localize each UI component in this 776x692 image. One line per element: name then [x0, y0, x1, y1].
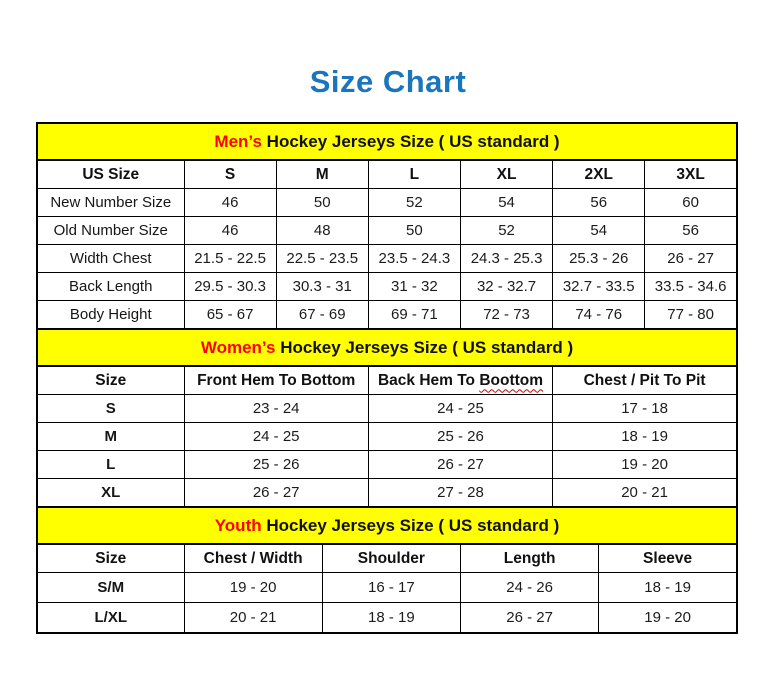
row-label: Body Height — [37, 301, 184, 330]
spellcheck-squiggle-word: Boottom — [479, 371, 544, 389]
size-value: 33.5 - 34.6 — [645, 273, 737, 301]
table-row — [37, 603, 737, 633]
size-value: 52 — [460, 217, 552, 245]
size-value: 24 - 26 — [461, 573, 599, 603]
table-row — [37, 273, 737, 301]
table-row — [37, 479, 737, 508]
size-value: 22.5 - 23.5 — [276, 245, 368, 273]
size-value: 20 - 21 — [184, 603, 322, 633]
row-label: Back Length — [37, 273, 184, 301]
size-value: 17 - 18 — [553, 395, 737, 423]
size-value: 46 — [184, 217, 276, 245]
size-value: 50 — [276, 189, 368, 217]
youth-header-row — [37, 544, 737, 573]
size-value: 19 - 20 — [599, 603, 737, 633]
size-value: 30.3 - 31 — [276, 273, 368, 301]
womens-section-title-highlight: Women’s — [200, 337, 276, 357]
table-row — [37, 395, 737, 423]
column-header: Shoulder — [322, 544, 460, 573]
row-label: S/M — [37, 573, 184, 603]
size-value: 27 - 28 — [368, 479, 552, 508]
youth-section-title — [37, 507, 737, 544]
column-header: Length — [461, 544, 599, 573]
size-value: 74 - 76 — [553, 301, 645, 330]
row-label: L — [37, 451, 184, 479]
column-header: S — [184, 160, 276, 189]
size-value: 77 - 80 — [645, 301, 737, 330]
size-value: 24 - 25 — [184, 423, 368, 451]
size-value: 54 — [553, 217, 645, 245]
size-value: 56 — [553, 189, 645, 217]
column-header: US Size — [37, 160, 184, 189]
size-value: 29.5 - 30.3 — [184, 273, 276, 301]
mens-section-band — [37, 123, 737, 160]
size-value: 18 - 19 — [599, 573, 737, 603]
mens-size-table — [36, 122, 738, 330]
column-header: Size — [37, 366, 184, 395]
page-title: Size Chart — [309, 64, 467, 99]
column-header-misspelled — [368, 366, 552, 395]
column-header: 3XL — [645, 160, 737, 189]
size-value: 26 - 27 — [184, 479, 368, 508]
size-value: 52 — [368, 189, 460, 217]
size-value: 16 - 17 — [322, 573, 460, 603]
row-label: Width Chest — [37, 245, 184, 273]
size-value: 21.5 - 22.5 — [184, 245, 276, 273]
column-header: L — [368, 160, 460, 189]
table-row — [37, 573, 737, 603]
mens-header-row — [37, 160, 737, 189]
column-header: Size — [37, 544, 184, 573]
size-value: 25 - 26 — [184, 451, 368, 479]
size-value: 19 - 20 — [184, 573, 322, 603]
size-value: 48 — [276, 217, 368, 245]
youth-section-band — [37, 507, 737, 544]
column-header-text: Back Hem To — [377, 371, 480, 389]
size-value: 25.3 - 26 — [553, 245, 645, 273]
size-value: 65 - 67 — [184, 301, 276, 330]
size-value: 72 - 73 — [460, 301, 552, 330]
size-value: 23 - 24 — [184, 395, 368, 423]
row-label: Old Number Size — [37, 217, 184, 245]
size-value: 60 — [645, 189, 737, 217]
size-value: 23.5 - 24.3 — [368, 245, 460, 273]
size-value: 26 - 27 — [368, 451, 552, 479]
size-value: 31 - 32 — [368, 273, 460, 301]
youth-section-title-rest: Hockey Jerseys Size ( US standard ) — [261, 515, 560, 535]
column-header: Chest / Width — [184, 544, 322, 573]
mens-section-title — [37, 123, 737, 160]
column-header: Chest / Pit To Pit — [553, 366, 737, 395]
womens-header-row — [37, 366, 737, 395]
womens-section-title — [37, 329, 737, 366]
row-label: S — [37, 395, 184, 423]
row-label: New Number Size — [37, 189, 184, 217]
column-header: M — [276, 160, 368, 189]
size-value: 56 — [645, 217, 737, 245]
youth-section-title-highlight: Youth — [214, 515, 262, 535]
size-value: 50 — [368, 217, 460, 245]
table-row — [37, 301, 737, 330]
row-label: M — [37, 423, 184, 451]
size-value: 67 - 69 — [276, 301, 368, 330]
table-row — [37, 189, 737, 217]
womens-size-table — [36, 328, 738, 508]
youth-size-table — [36, 506, 738, 634]
size-value: 26 - 27 — [645, 245, 737, 273]
table-row — [37, 217, 737, 245]
column-header: Front Hem To Bottom — [184, 366, 368, 395]
table-row — [37, 245, 737, 273]
womens-section-band — [37, 329, 737, 366]
row-label: L/XL — [37, 603, 184, 633]
size-value: 20 - 21 — [553, 479, 737, 508]
size-value: 54 — [460, 189, 552, 217]
table-row — [37, 423, 737, 451]
column-header: 2XL — [553, 160, 645, 189]
size-value: 26 - 27 — [461, 603, 599, 633]
size-value: 69 - 71 — [368, 301, 460, 330]
column-header: Sleeve — [599, 544, 737, 573]
row-label: XL — [37, 479, 184, 508]
size-value: 19 - 20 — [553, 451, 737, 479]
table-row — [37, 451, 737, 479]
size-value: 46 — [184, 189, 276, 217]
womens-section-title-rest: Hockey Jerseys Size ( US standard ) — [275, 337, 574, 357]
size-value: 24.3 - 25.3 — [460, 245, 552, 273]
size-value: 32 - 32.7 — [460, 273, 552, 301]
size-value: 32.7 - 33.5 — [553, 273, 645, 301]
size-chart-tables — [36, 122, 738, 634]
size-value: 25 - 26 — [368, 423, 552, 451]
column-header: XL — [460, 160, 552, 189]
mens-section-title-rest: Hockey Jerseys Size ( US standard ) — [261, 131, 560, 151]
size-value: 18 - 19 — [322, 603, 460, 633]
mens-section-title-highlight: Men’s — [214, 131, 262, 151]
size-value: 18 - 19 — [553, 423, 737, 451]
size-value: 24 - 25 — [368, 395, 552, 423]
